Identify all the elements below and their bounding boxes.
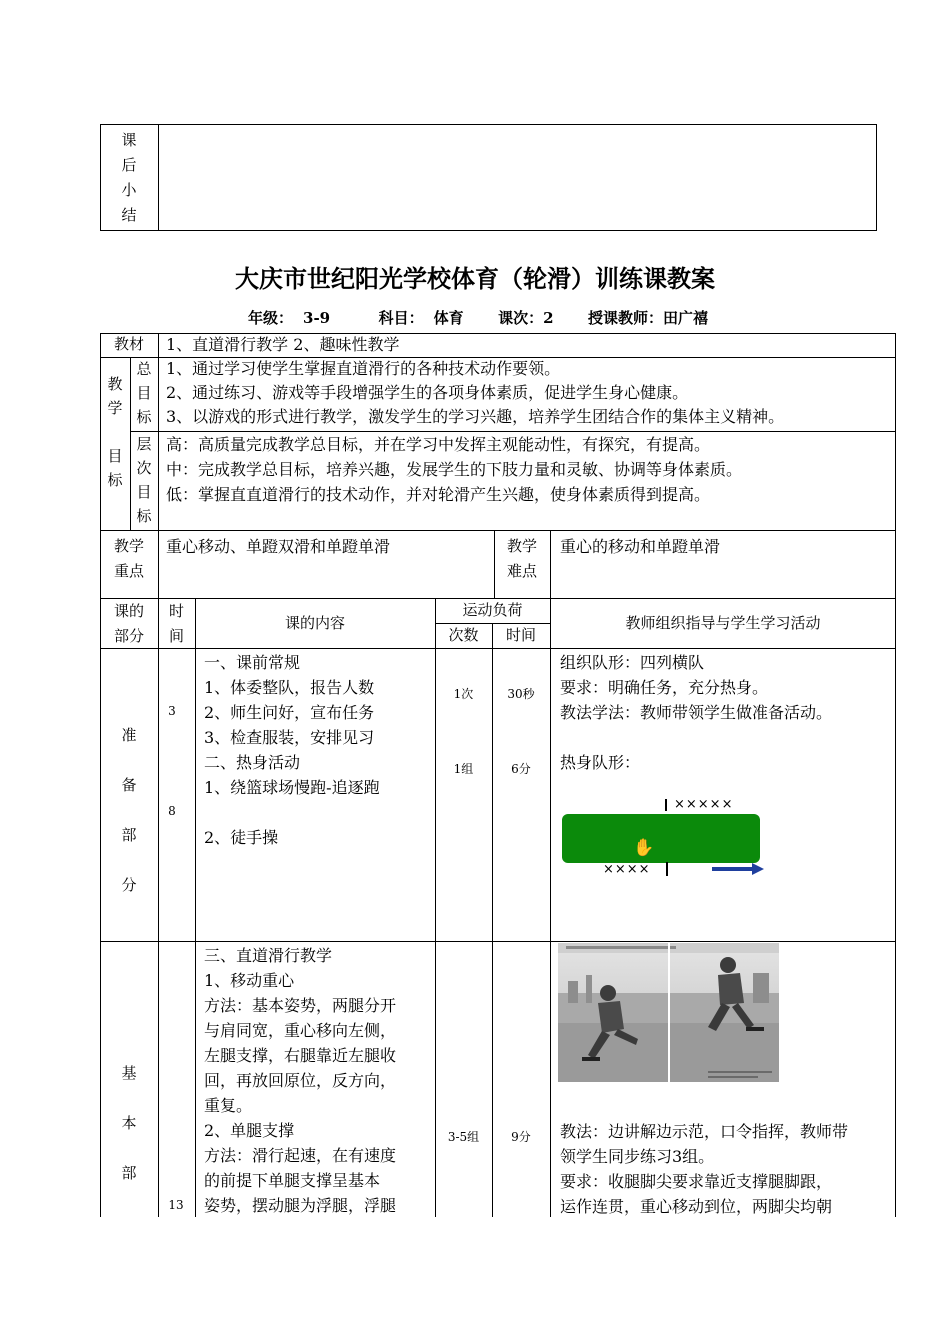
summary-divider (158, 124, 159, 231)
header-guidance: 教师组织指导与学生学习活动 (625, 614, 821, 632)
header-part: 课的 部分 (113, 602, 144, 645)
overall-goal-label: 总 目 标 (136, 360, 152, 426)
difficulty-label: 教学 难点 (506, 537, 537, 580)
main-duration: 9分 (511, 1130, 531, 1144)
summary-box (100, 124, 877, 231)
formation-marks-bottom: ×××× (603, 862, 651, 877)
prep-count-1: 1次 (453, 687, 474, 701)
key-point-label: 教学 重点 (113, 537, 144, 580)
main-guidance: 教法：边讲解边示范，口令指挥，教师带 领学生同步练习3组。 要求：收腿脚尖要求靠近支撑腿脚跟， 运作连贯，重心移动到位，两脚尖均朝 (560, 1122, 849, 1216)
main-content: 三、直道滑行教学 1、移动重心 方法：基本姿势，两腿分开 与肩同宽，重心移向左侧， 左腿支撑，右腿靠近左腿收 回，再放回原位，反方向， 重复。 2、单腿支撑 方法：滑行起速，在有速度 的前提下单腿支撑呈基本 姿势，摆动腿为浮腿，浮腿 (204, 946, 397, 1215)
material-content: 1、直道滑行教学 2、趣味性教学 (166, 335, 400, 354)
header-content: 课的内容 (284, 614, 345, 632)
objectives-label: 教 学 目 标 (107, 375, 123, 489)
main-label: 基 本 部 (121, 1064, 137, 1182)
prep-count-2: 1组 (453, 762, 474, 776)
header-count: 次数 (448, 626, 479, 644)
header-time: 时 间 (168, 602, 184, 645)
page-title: 大庆市世纪阳光学校体育（轮滑）训练课教案 (235, 264, 715, 293)
prep-time-2: 8 (168, 804, 176, 818)
formation-tick-top (665, 799, 667, 811)
formation-tick-bottom (666, 862, 668, 876)
skating-photo (558, 943, 779, 1082)
key-point-content: 重心移动、单蹬双滑和单蹬单滑 (166, 537, 391, 556)
level-goal-label: 层 次 目 标 (136, 435, 152, 525)
material-label: 教材 (113, 335, 144, 353)
meta-line: 年级： 3-9 科目： 体育 课次：2 授课教师：田广禧 (248, 309, 709, 327)
prep-duration-1: 30秒 (507, 687, 535, 701)
formation-marks-top: ××××× (674, 797, 734, 812)
court-shape (562, 814, 760, 863)
direction-arrow-icon (712, 863, 764, 875)
prep-duration-2: 6分 (511, 762, 531, 776)
prep-label: 准 备 部 分 (121, 726, 137, 894)
main-count: 3-5组 (447, 1130, 480, 1144)
level-goals: 高：高质量完成教学总目标，并在学习中发挥主观能动性，有探究，有提高。 中：完成教学总目标，培养兴趣，发展学生的下肢力量和灵敏、协调等身体素质。 低：掌握直直道滑行的技术动作，并对轮滑产生兴趣，使身体素质得到提高。 (166, 435, 743, 504)
summary-label: 课 后 小 结 (121, 131, 137, 224)
prep-content: 一、课前常规 1、体委整队，报告人数 2、师生问好，宣布任务 3、检查服装，安排见习 二、热身活动 1、绕篮球场慢跑-追逐跑 2、徒手操 (204, 653, 380, 847)
main-time: 13 (168, 1198, 184, 1212)
prep-guidance: 组织队形：四列横队 要求：明确任务，充分热身。 教法学法：教师带领学生做准备活动。 热身队形： (560, 653, 833, 772)
header-duration: 时间 (505, 626, 536, 644)
header-load: 运动负荷 (462, 601, 523, 619)
difficulty-content: 重心的移动和单蹬单滑 (560, 537, 721, 556)
overall-goals: 1、通过学习使学生掌握直道滑行的各种技术动作要领。 2、通过练习、游戏等手段增强学生的各项身体素质，促进学生身心健康。 3、以游戏的形式进行教学，激发学生的学习兴趣，培养学生团结合作的集体主义精神。 (166, 359, 785, 426)
hand-cursor-icon: ✋ (633, 838, 655, 858)
prep-time-1: 3 (168, 704, 176, 718)
